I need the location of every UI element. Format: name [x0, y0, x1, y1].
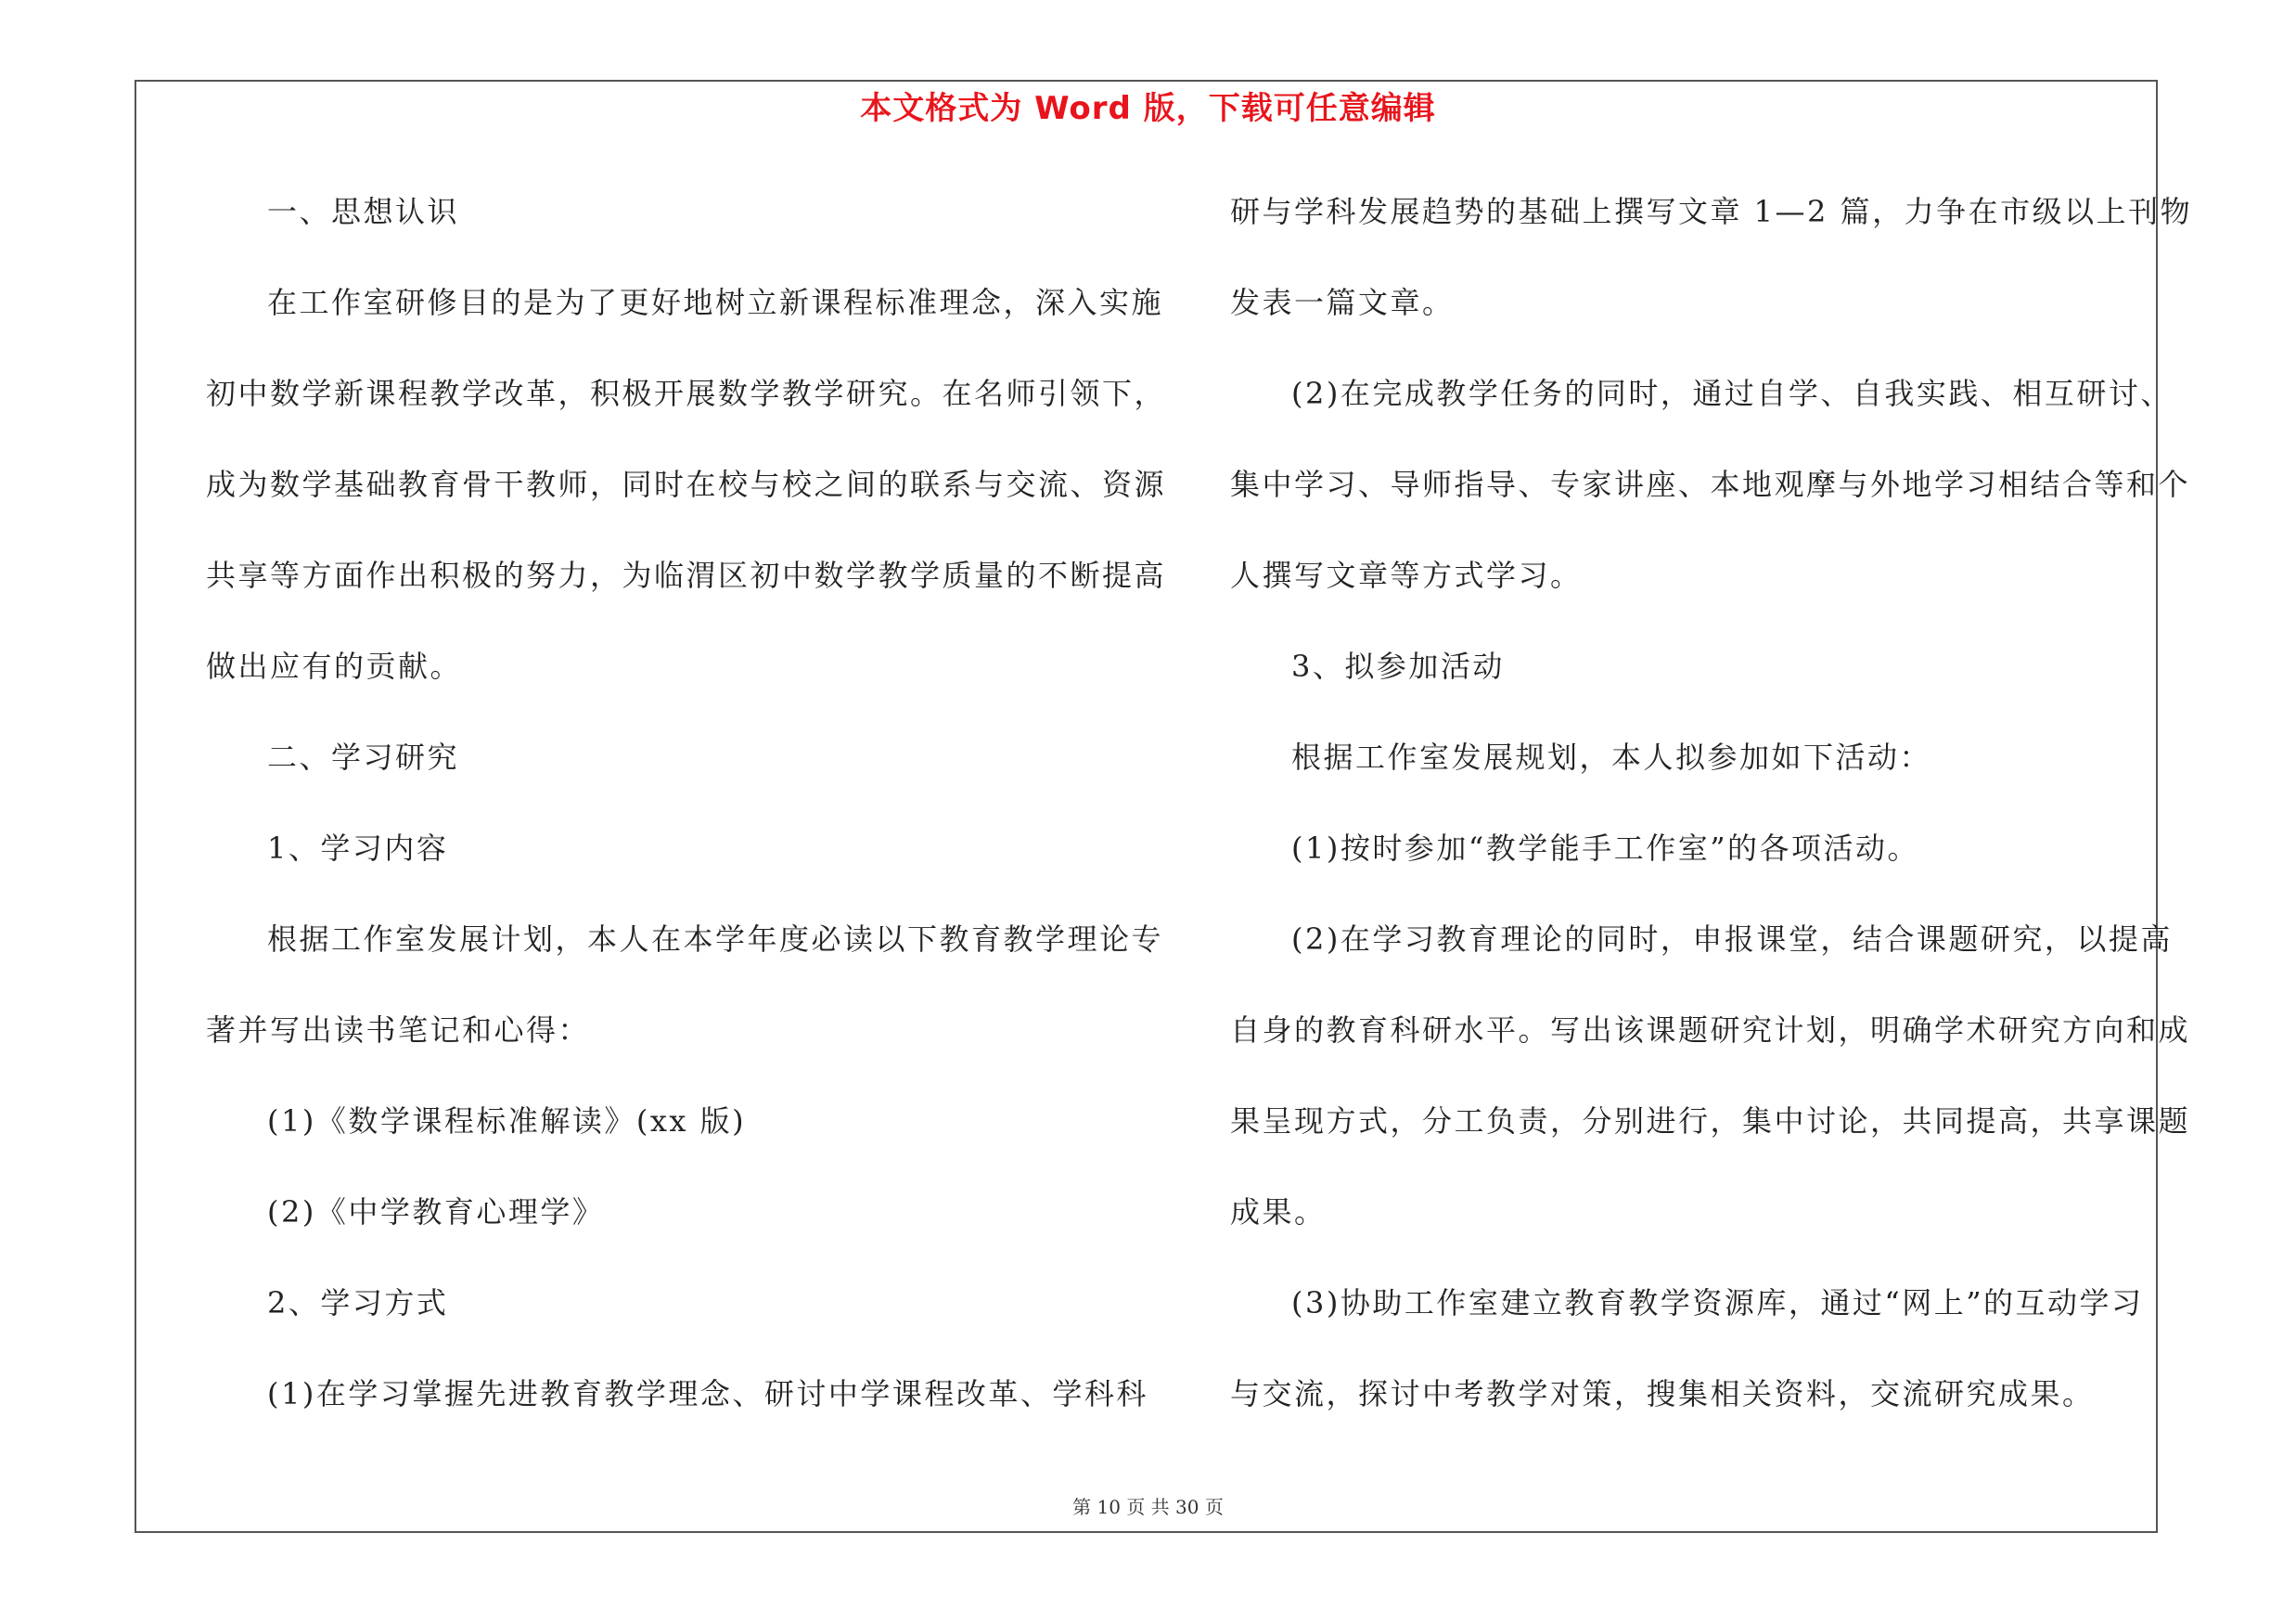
book-list-item: (1)《数学课程标准解读》(xx 版) — [267, 1103, 747, 1139]
paragraph-line: 果呈现方式，分工负责，分别进行，集中讨论，共同提高，共享课题 — [1230, 1103, 2191, 1139]
paragraph-line: 自身的教育科研水平。写出该课题研究计划，明确学术研究方向和成 — [1230, 1012, 2191, 1048]
paragraph-line: 成果。 — [1230, 1194, 1327, 1230]
paragraph-line: (2)在完成教学任务的同时，通过自学、自我实践、相互研讨、 — [1291, 376, 2173, 411]
paragraph-line: 与交流，探讨中考教学对策，搜集相关资料，交流研究成果。 — [1230, 1376, 2095, 1411]
paragraph-line: 发表一篇文章。 — [1230, 285, 1455, 320]
book-list-item: (2)《中学教育心理学》 — [267, 1194, 605, 1230]
activity-list-item: (3)协助工作室建立教育教学资源库，通过“网上”的互动学习 — [1291, 1285, 2144, 1320]
paragraph-line: 在工作室研修目的是为了更好地树立新课程标准理念，深入实施 — [267, 285, 1164, 320]
activity-list-item: (2)在学习教育理论的同时，申报课堂，结合课题研究，以提高 — [1291, 921, 2173, 957]
paragraph-line: 成为数学基础教育骨干教师，同时在校与校之间的联系与交流、资源 — [206, 467, 1167, 502]
paragraph-line: 初中数学新课程教学改革，积极开展数学教学研究。在名师引领下， — [206, 376, 1167, 411]
subsection-heading: 2、学习方式 — [267, 1285, 449, 1320]
paragraph-line: 做出应有的贡献。 — [206, 649, 463, 684]
right-text-column — [1230, 185, 2193, 1458]
paragraph-line: 共享等方面作出积极的努力，为临渭区初中数学教学质量的不断提高 — [206, 558, 1167, 593]
paragraph-line: (1)在学习掌握先进教育教学理念、研讨中学课程改革、学科科 — [267, 1376, 1148, 1411]
paragraph-line: 根据工作室发展规划，本人拟参加如下活动： — [1291, 740, 1932, 775]
section-heading: 二、学习研究 — [267, 740, 460, 775]
format-banner: 本文格式为 Word 版，下载可任意编辑 — [860, 90, 1436, 127]
paragraph-line: 人撰写文章等方式学习。 — [1230, 558, 1583, 593]
paragraph-line: 根据工作室发展计划，本人在本学年度必读以下教育教学理论专 — [267, 921, 1164, 957]
page-number-footer: 第 10 页 共 30 页 — [1072, 1496, 1224, 1518]
subsection-heading: 1、学习内容 — [267, 831, 449, 866]
paragraph-line: 著并写出读书笔记和心得： — [206, 1012, 591, 1048]
left-text-column — [206, 185, 1167, 1458]
activity-list-item: (1)按时参加“教学能手工作室”的各项活动。 — [1291, 831, 1920, 866]
subsection-heading: 3、拟参加活动 — [1291, 649, 1505, 684]
paragraph-line: 研与学科发展趋势的基础上撰写文章 1—2 篇，力争在市级以上刊物 — [1230, 194, 2193, 229]
section-heading: 一、思想认识 — [267, 194, 460, 229]
paragraph-line: 集中学习、导师指导、专家讲座、本地观摩与外地学习相结合等和个 — [1230, 467, 2191, 502]
